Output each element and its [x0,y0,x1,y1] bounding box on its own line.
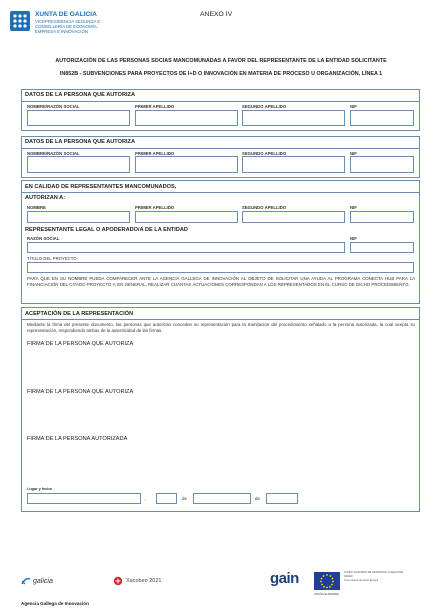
label-titulo-proyecto: TÍTULO DEL PROYECTO [27,256,77,261]
label-razon-social: RAZÓN SOCIAL [27,236,60,241]
eu-flag [314,572,340,590]
label-primer-apellido: PRIMER APELLIDO [135,205,175,210]
lugar-fecha-label: Lugar y fecha [27,487,52,491]
segundo-apellido-field[interactable] [242,110,345,126]
label-nif: NIF [350,205,357,210]
document-subtitle: IN852B - SUBVENCIONES PARA PROYECTOS DE I+D O INNOVACIÓN EN MATERIA DE PROCESO U ORGANIZACIÓN, LÍNEA 1 [59,71,383,77]
razon-social-field[interactable] [27,242,345,253]
galicia-mark-icon [21,576,31,586]
lugar-field[interactable] [27,493,141,504]
feder-line-3: Una manera de hacer Europa [344,579,379,582]
eu-caption: UNIÓN EUROPEA [314,592,340,596]
gain-text: gain [270,570,299,587]
section-4-divider [21,319,420,320]
annex-label: ANEXO IV [200,11,233,18]
de-separator-2: de [255,496,260,501]
document-title: AUTORIZACIÓN DE LAS PERSONAS SOCIAS MANCOMUNADAS A FAVOR DEL REPRESENTANTE DE LA ENTIDAD SOLICITANTE [55,58,387,64]
label-segundo-apellido: SEGUNDO APELLIDO [242,205,287,210]
representante-legal-title: REPRESENTANTE LEGAL O APODERADO/A DE LA ENTIDAD [25,227,188,233]
label-segundo-apellido: SEGUNDO APELLIDO [242,104,287,109]
nombre-field[interactable] [27,156,130,173]
xacobeo-icon [113,576,123,586]
agency-name: Agencia Gallega de Innovación [21,601,89,606]
galicia-text: galicia [33,577,53,585]
xacobeo-text: Xacobeo 2021 [126,578,162,584]
nif-field[interactable] [350,156,414,173]
aceptacion-text: Mediante la firma del presente documento, las personas que autorizan conceden su representación para la tramitación del procedimiento señalado a la persona autorizada, la cual acepta su representación, respondiendo ambas de la autenticidad de las firmas. [27,322,415,333]
section-aceptacion [21,307,420,512]
org-sub-2: CONSELLERÍA DE ECONOMÍA, [35,24,98,29]
primer-apellido-field[interactable] [135,156,238,173]
xunta-logo [9,10,31,32]
xunta-emblem-icon [9,10,31,32]
autorizan-label: AUTORIZAN A: [25,195,66,201]
segundo-apellido-field[interactable] [242,156,345,173]
nombre-field[interactable] [27,211,130,223]
nif-field[interactable] [350,110,414,126]
label-nombre: NOMBRE/RAZÓN SOCIAL [27,104,80,109]
dia-field[interactable] [156,493,177,504]
anio-field[interactable] [266,493,298,504]
gain-logo [270,570,299,588]
primer-apellido-field[interactable] [135,211,238,223]
section-3-divider [21,192,420,193]
segundo-apellido-field[interactable] [242,211,345,223]
section-1-title: DATOS DE LA PERSONA QUE AUTORIZA [25,92,136,98]
section-2-title: DATOS DE LA PERSONA QUE AUTORIZA [25,139,136,145]
xacobeo-logo [113,576,161,586]
org-sub-1: VICEPRESIDENCIA SEGUNDA E [35,19,101,24]
nif-field[interactable] [350,211,414,223]
firma-autorizada-label: FIRMA DE LA PERSONA AUTORIZADA [27,436,128,442]
label-primer-apellido: PRIMER APELLIDO [135,151,175,156]
label-nif: NIF [350,104,357,109]
section-1-divider [21,101,420,102]
nif-field[interactable] [350,242,414,253]
para-que-text: PARA QUE EN SU NOMBRE PUEDA COMPARECER ANTE LA AGENCIA GALLEGA DE INNOVACIÓN AL OBJETO DE SOLICITAR UNA AYUDA AL PROGRAMA CONECTA HUB PARA LA FINANCIACIÓN DEL CITADO PROYECTO Y, EN GENERAL, REALIZAR CUANTAS ACTUACIONES CORRESPONDAN A LOS REPRESENTADOS EN EL CURSO DE DICHO PROCEDIMIENTO. [27,276,415,287]
de-separator-1: de [182,496,187,501]
label-nombre: NOMBRE/RAZÓN SOCIAL [27,151,80,156]
org-sub-3: EMPRESA E INNOVACIÓN [35,29,88,34]
mes-field[interactable] [193,493,251,504]
label-segundo-apellido: SEGUNDO APELLIDO [242,151,287,156]
section-2-divider [21,148,420,149]
org-name: XUNTA DE GALICIA [35,11,97,18]
firma-autoriza-1-label: FIRMA DE LA PERSONA QUE AUTORIZA [27,341,134,347]
comma-separator: , [145,496,147,501]
feder-line-1: FONDO EUROPEO DE DESARROLLO REGIONAL [344,571,404,574]
titulo-proyecto-field[interactable] [27,262,414,273]
nombre-field[interactable] [27,110,130,126]
label-nif: NIF [350,236,357,241]
firma-autoriza-2-label: FIRMA DE LA PERSONA QUE AUTORIZA [27,389,134,395]
eu-stars-icon [314,572,340,590]
primer-apellido-field[interactable] [135,110,238,126]
galicia-logo [21,576,53,586]
feder-line-2: FEDER [344,575,353,578]
label-nombre: NOMBRE [27,205,46,210]
label-nif: NIF [350,151,357,156]
section-4-title: ACEPTACIÓN DE LA REPRESENTACIÓN [25,311,134,317]
section-3-title: EN CALIDAD DE REPRESENTANTES MANCOMUNADOS, [25,184,177,190]
label-primer-apellido: PRIMER APELLIDO [135,104,175,109]
